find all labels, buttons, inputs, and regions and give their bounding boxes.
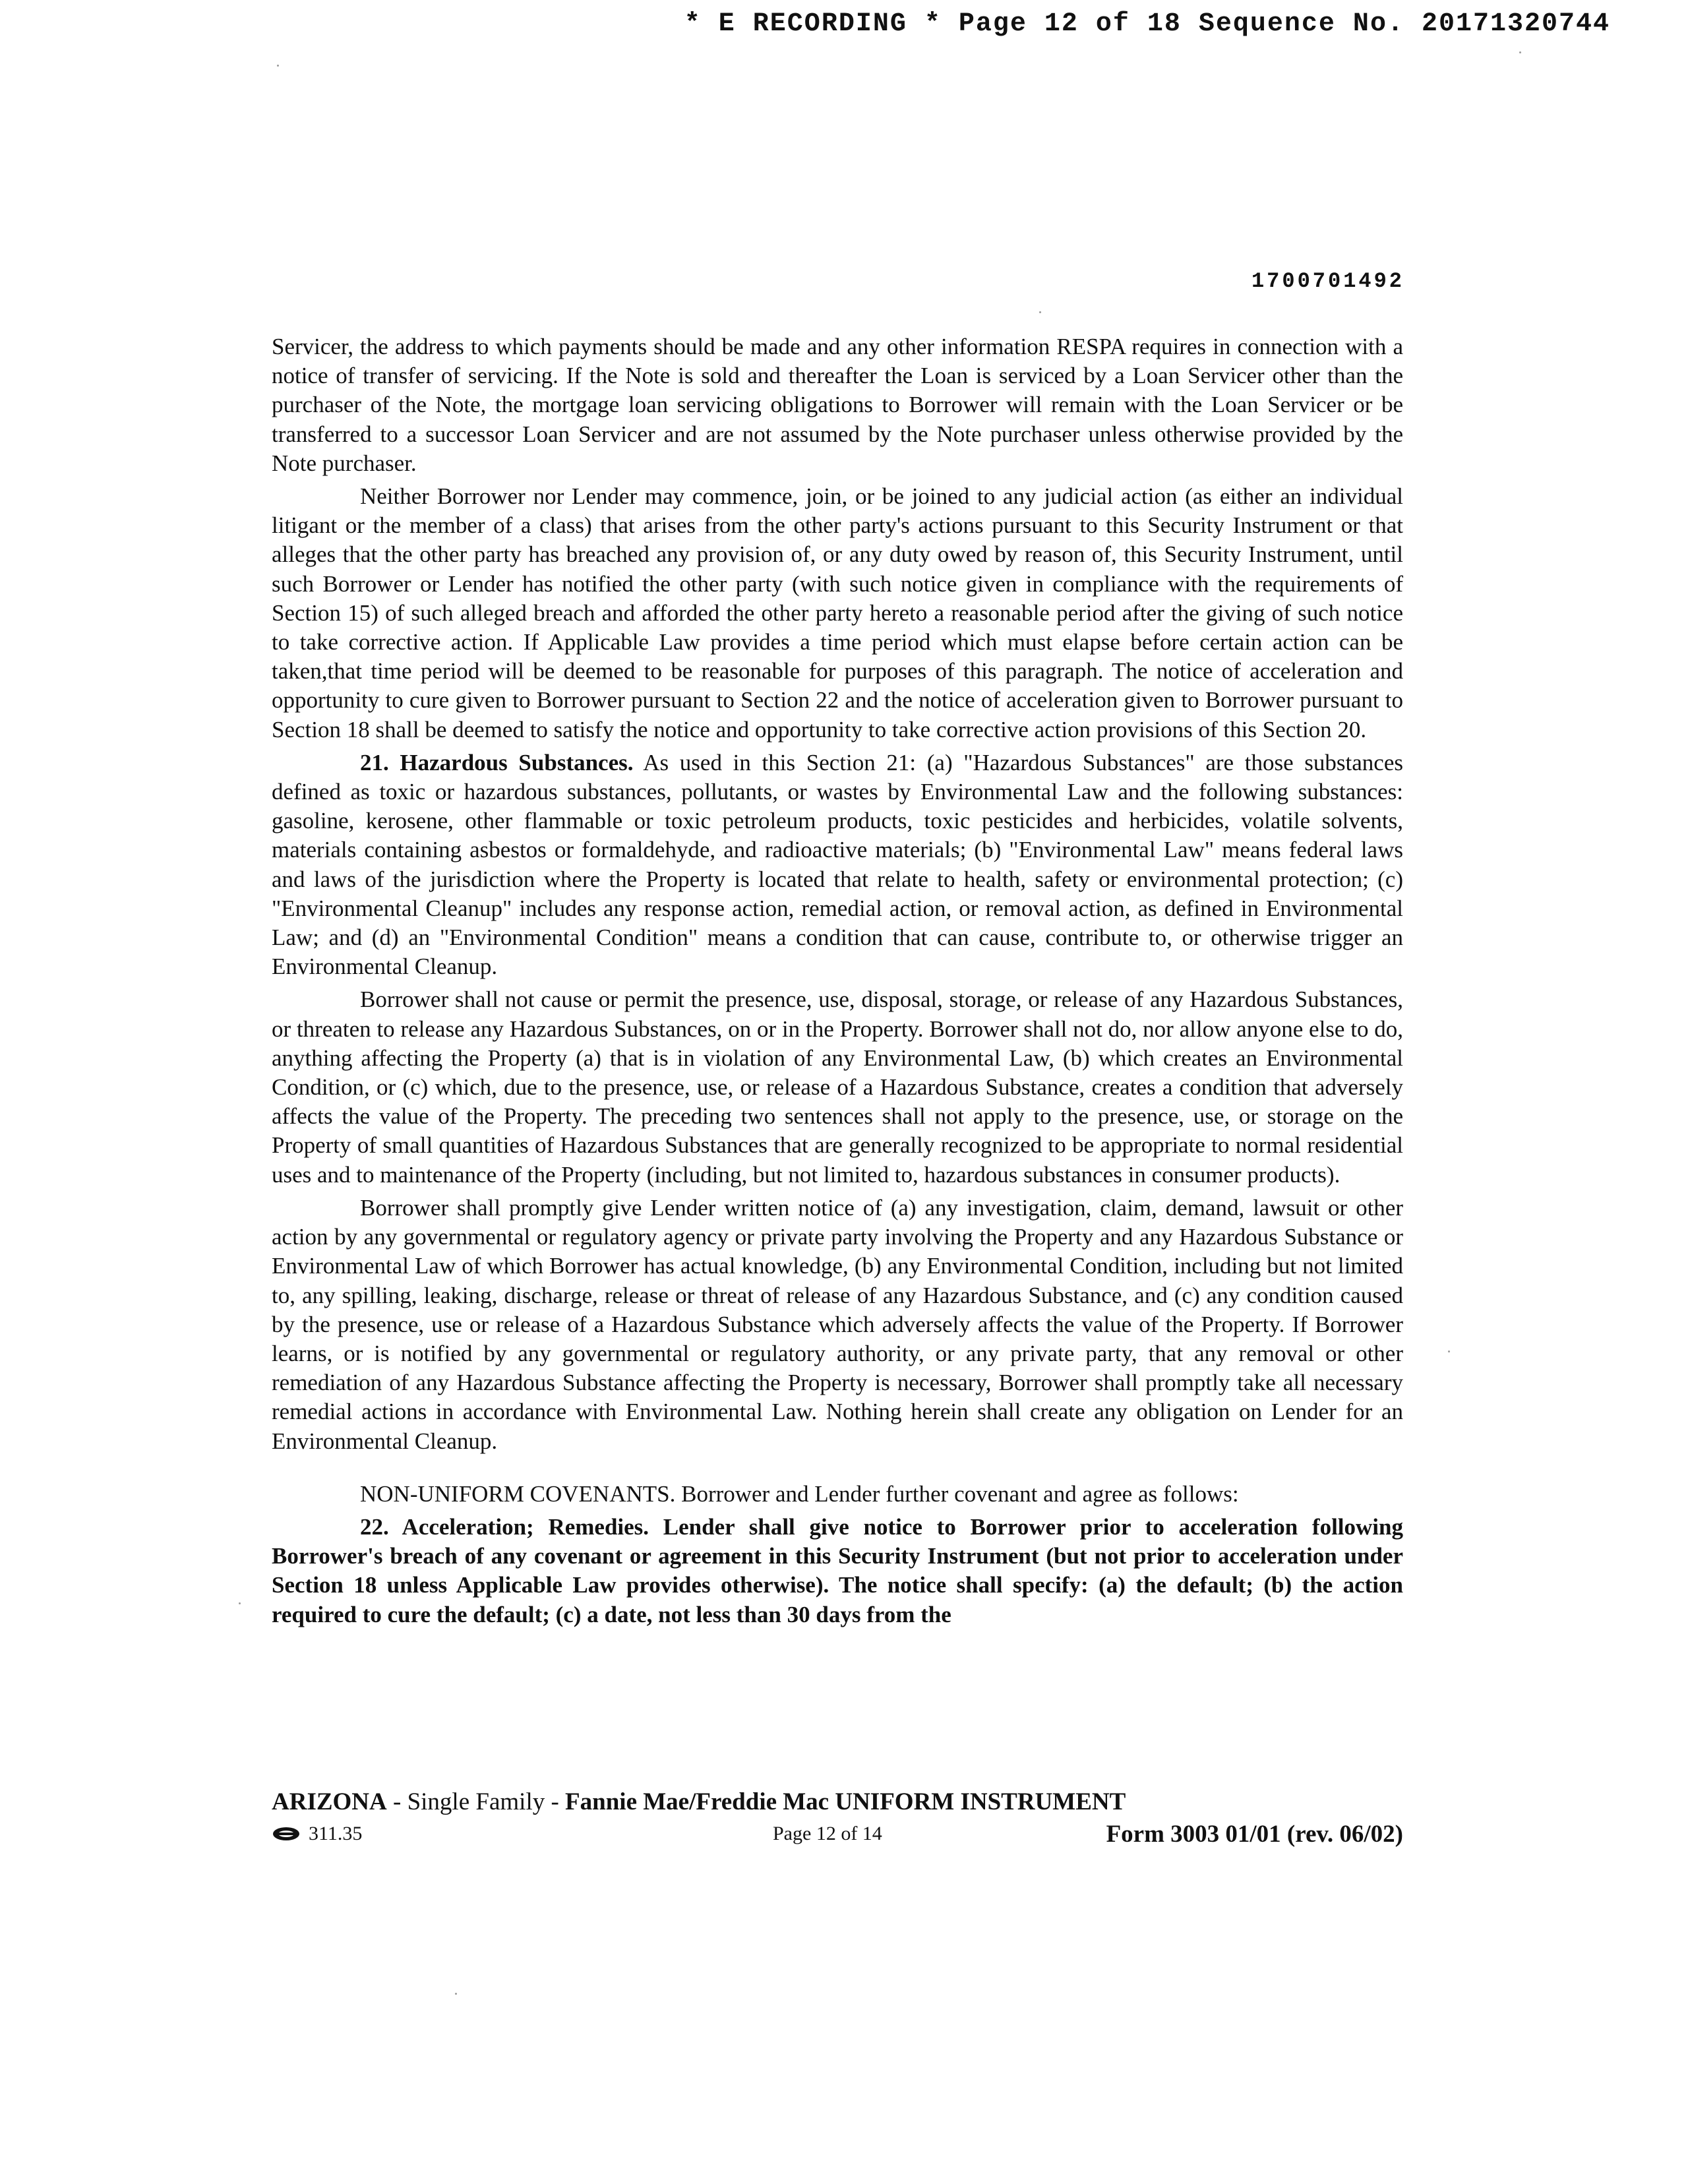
scan-speck (1039, 311, 1041, 313)
recording-header: * E RECORDING * Page 12 of 18 Sequence No. 20171320744 (684, 9, 1610, 39)
page-number: Page 12 of 14 (773, 1823, 882, 1844)
footer-instrument: Fannie Mae/Freddie Mac UNIFORM INSTRUMENT (565, 1788, 1126, 1815)
scan-speck (239, 1602, 241, 1604)
vendor-logo-icon (272, 1826, 301, 1842)
scan-speck (1519, 51, 1521, 53)
footer-separator: - Single Family - (386, 1788, 566, 1815)
paragraph-borrower-notice: Borrower shall promptly give Lender written notice of (a) any investigation, claim, demand, lawsuit or other action by any governmental or regulatory agency or private party involving the Property and any Hazardous Substance or Environmental Law of which Borrower has actual knowledge, (b) any Environmental Condition, including but not limited to, any spilling, leaking, discharge, release or threat of release of any Hazardous Substance, and (c) any condition caused by the presence, use or release of a Hazardous Substance which adversely affects the value of the Property. If Borrower learns, or is notified by any governmental or regulatory authority, or any private party, that any removal or other remediation of any Hazardous Substance affecting the Property is necessary, Borrower shall promptly take all necessary remedial actions in accordance with Environmental Law. Nothing herein shall create any obligation on Lender for an Environmental Cleanup. (272, 1194, 1403, 1454)
form-code (272, 1823, 362, 1845)
footer-details (272, 1820, 1403, 1850)
form-footer (272, 1787, 1403, 1850)
document-body (272, 332, 1403, 1633)
paragraph-section-22: 22. Acceleration; Remedies. Lender shall give notice to Borrower prior to acceleration following Borrower's breach of any covenant or agreement in this Security Instrument (but not prior to acceleration under Section 18 unless Applicable Law provides otherwise). The notice shall specify: (a) the default; (b) the action required to cure the default; (c) a date, not less than 30 days from the (272, 1513, 1403, 1627)
scan-speck (1448, 1350, 1450, 1352)
paragraph-judicial-action: Neither Borrower nor Lender may commence, join, or be joined to any judicial action (as either an individual litigant or the member of a class) that arises from the other party's actions pursuant to this Security Instrument or that alleges that the other party has breached any provision of, or any duty owed by reason of, this Security Instrument, until such Borrower or Lender has notified the other party (with such notice given in compliance with the requirements of Section 15) of such alleged breach and afforded the other party hereto a reasonable period after the giving of such notice to take corrective action. If Applicable Law provides a time period which must elapse before certain action can be taken,that time period will be deemed to be reasonable for purposes of this paragraph. The notice of acceleration and opportunity to cure given to Borrower pursuant to Section 22 and the notice of acceleration given to Borrower pursuant to Section 18 shall be deemed to satisfy the notice and opportunity to take corrective action provisions of this Section 20. (272, 483, 1403, 743)
paragraph-servicer-transfer: Servicer, the address to which payments should be made and any other information RESPA requires in connection with a notice of transfer of servicing. If the Note is sold and thereafter the Loan is serviced by a Loan Servicer other than the purchaser of the Note, the mortgage loan servicing obligations to Borrower will remain with the Loan Servicer or be transferred to a successor Loan Servicer and are not assumed by the Note purchaser unless otherwise provided by the Note purchaser. (272, 334, 1403, 476)
form-number: Form 3003 01/01 (rev. 06/02) (1106, 1821, 1403, 1848)
section-21-heading: 21. Hazardous Substances. (360, 749, 634, 775)
scan-speck (277, 65, 279, 67)
footer-title (272, 1787, 1403, 1817)
paragraph-borrower-shall-not: Borrower shall not cause or permit the presence, use, disposal, storage, or release of any Hazardous Substances, or threaten to release any Hazardous Substances, on or in the Property. Borrower shall not do, nor allow anyone else to do, anything affecting the Property (a) that is in violation of any Environmental Law, (b) which creates an Environmental Condition, or (c) which, due to the presence, use, or release of a Hazardous Substance, creates a condition that adversely affects the value of the Property. The preceding two sentences shall not apply to the presence, use, or storage on the Property of small quantities of Hazardous Substances that are generally recognized to be appropriate to normal residential uses and to maintenance of the Property (including, but not limited to, hazardous substances in consumer products). (272, 986, 1403, 1188)
section-21-text: As used in this Section 21: (a) "Hazardous Substances" are those substances defined as toxic or hazardous substances, pollutants, or wastes by Environmental Law and the following substances: gasoline, kerosene, other flammable or toxic petroleum products, toxic pesticides and herbicides, volatile solvents, materials containing asbestos or formaldehyde, and radioactive materials; (b) "Environmental Law" means federal laws and laws of the jurisdiction where the Property is located that relate to health, safety or environmental protection; (c) "Environmental Cleanup" includes any response action, remedial action, or removal action, as defined in Environmental Law; and (d) an "Environmental Condition" means a condition that can cause, contribute to, or otherwise trigger an Environmental Cleanup. (272, 749, 1403, 980)
scan-speck (455, 1993, 457, 1995)
loan-number: 1700701492 (1251, 269, 1404, 293)
paragraph-section-21 (272, 748, 1403, 982)
form-code-number: 311.35 (309, 1823, 363, 1844)
paragraph-non-uniform-covenants: NON-UNIFORM COVENANTS. Borrower and Lender further covenant and agree as follows: (360, 1480, 1239, 1507)
footer-state: ARIZONA (272, 1788, 387, 1815)
